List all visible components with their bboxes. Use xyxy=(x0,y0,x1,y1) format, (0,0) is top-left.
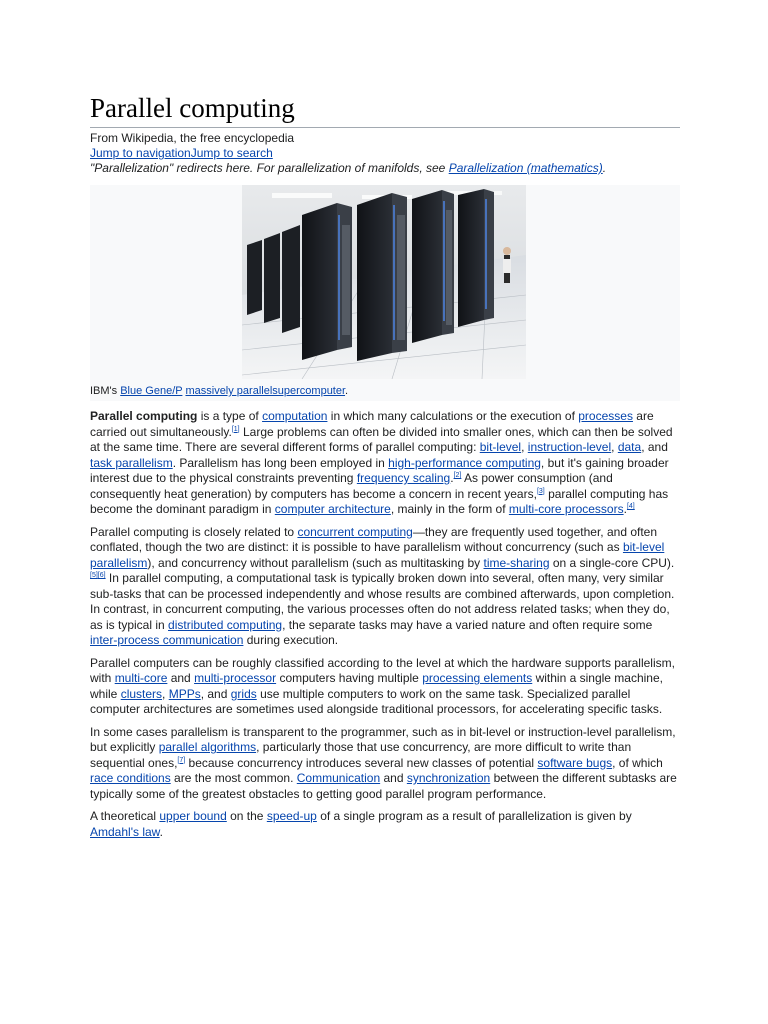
bit-level-link[interactable]: bit-level xyxy=(479,440,522,454)
text: are carried out simultaneously. xyxy=(90,409,654,439)
text: , and xyxy=(200,686,231,701)
clusters-link[interactable]: clusters xyxy=(120,686,163,701)
race-conditions-link[interactable]: race conditions xyxy=(90,771,171,785)
instruction-level-link[interactable]: instruction-level xyxy=(527,440,612,454)
computer-architecture-link[interactable]: computer architecture xyxy=(274,502,391,516)
text: use multiple computers to work on the same task. Specialized parallel computer architectures are sometimes used alongside traditional processors, for accelerating specific tasks. xyxy=(90,686,663,716)
text: In parallel computing, a computational task is typically broken down into several, often many, very similar sub-tasks that can be processed independently and whose results are combined afterwards, upon completion. In contrast, in concurrent computing, the various processes often do not address related tasks; when they do, as is typical in xyxy=(90,571,675,632)
text: , and xyxy=(641,440,668,454)
text: , xyxy=(521,440,528,454)
reference-link[interactable]: [6] xyxy=(97,572,106,579)
text: during execution. xyxy=(243,633,339,647)
processing-elements-link[interactable]: processing elements xyxy=(422,671,533,685)
text: , xyxy=(162,686,169,701)
text: . xyxy=(623,502,627,516)
synchronization-link[interactable]: synchronization xyxy=(406,771,491,785)
text: A theoretical xyxy=(90,809,160,823)
processes-link[interactable]: processes xyxy=(578,409,633,423)
data-link[interactable]: data xyxy=(617,440,642,454)
jump-links xyxy=(90,146,680,161)
frequency-scaling-link[interactable]: frequency scaling xyxy=(356,471,451,485)
paragraph-1 xyxy=(90,409,680,518)
text: because concurrency introduces several new classes of potential xyxy=(185,755,538,770)
jump-to-search-link[interactable]: Jump to search xyxy=(190,146,273,160)
text: are the most common. xyxy=(170,771,297,785)
text: Parallel computers can be roughly classified according to the level at which the hardware supports parallelism, with xyxy=(90,655,675,685)
reference-link[interactable]: [2] xyxy=(453,472,462,479)
bold-term: Parallel computing xyxy=(90,409,198,423)
reference-link[interactable]: [7] xyxy=(177,756,186,764)
distributed-computing-link[interactable]: distributed computing xyxy=(168,617,283,632)
text: , xyxy=(611,440,618,454)
reference-link[interactable]: [5] xyxy=(90,572,98,579)
blue-gene-link[interactable]: Blue Gene/P xyxy=(120,385,183,397)
paragraph-3 xyxy=(90,656,680,718)
speed-up-link[interactable]: speed-up xyxy=(266,809,317,823)
reference-1 xyxy=(232,426,240,433)
text: . Parallelism has long been employed in xyxy=(172,455,389,470)
multi-core-link[interactable]: multi-core xyxy=(114,671,168,685)
mpps-link[interactable]: MPPs xyxy=(168,686,201,701)
figure xyxy=(90,185,680,401)
concurrent-computing-link[interactable]: concurrent computing xyxy=(297,524,413,539)
text: . xyxy=(159,824,163,839)
text: Large problems can often be divided into smaller ones, which can then be solved at the same time. There are several different forms of parallel computing: xyxy=(90,424,673,454)
text: in which many calculations or the execution of xyxy=(327,409,579,423)
text: , the separate tasks may have a varied nature and often require some xyxy=(282,617,653,632)
amdahls-law-link[interactable]: Amdahl's law xyxy=(90,824,160,839)
page-title: Parallel computing xyxy=(90,90,680,128)
supercomputer-photo[interactable] xyxy=(242,185,526,379)
text: —they are frequently used together, and often conflated, though the two are distinct: it is possible to have parallelism without concurrency (such as xyxy=(90,524,658,554)
hatnote xyxy=(90,161,680,176)
multi-core-processors-link[interactable]: multi-core processors xyxy=(508,502,624,516)
multi-processor-link[interactable]: multi-processor xyxy=(194,671,277,685)
parallelization-mathematics-link[interactable]: Parallelization (mathematics) xyxy=(448,161,603,175)
text: , particularly those that use concurrency, are more difficult to write than sequential ones, xyxy=(90,740,632,770)
text: computers having multiple xyxy=(276,671,423,685)
text: between the different subtasks are typically some of the greatest obstacles to getting good parallel program performance. xyxy=(90,771,677,801)
reference-link[interactable]: [4] xyxy=(626,503,635,510)
text: , of which xyxy=(612,755,663,770)
bit-level-parallelism-link[interactable]: bit-level parallelism xyxy=(90,540,665,570)
reference-4 xyxy=(627,503,635,510)
text: parallel computing has become the dominant paradigm in xyxy=(90,486,669,516)
reference-link[interactable]: [3] xyxy=(536,487,545,495)
time-sharing-link[interactable]: time-sharing xyxy=(483,555,550,570)
text: of a single program as a result of parallelization is given by xyxy=(316,809,632,823)
article-meta xyxy=(90,131,680,161)
caption-end: . xyxy=(345,385,349,397)
caption-text: IBM's xyxy=(90,385,121,397)
parallel-algorithms-link[interactable]: parallel algorithms xyxy=(158,740,257,754)
text: and xyxy=(167,671,195,685)
hatnote-text: "Parallelization" redirects here. For parallelization of manifolds, see xyxy=(90,161,449,175)
hatnote-end: . xyxy=(602,161,607,175)
text: on a single-core CPU). xyxy=(549,555,675,570)
jump-to-navigation-link[interactable]: Jump to navigation xyxy=(90,146,191,160)
high-performance-computing-link[interactable]: high-performance computing xyxy=(388,455,541,470)
upper-bound-link[interactable]: upper bound xyxy=(159,809,227,823)
paragraph-5 xyxy=(90,809,680,840)
paragraph-2 xyxy=(90,525,680,649)
text: within a single machine, while xyxy=(90,671,663,701)
text: As power consumption (and consequently heat generation) by computers has become a concern in recent years, xyxy=(90,471,613,501)
inter-process-communication-link[interactable]: inter-process communication xyxy=(90,633,244,647)
text: . xyxy=(450,471,454,485)
reference-5 xyxy=(90,572,106,579)
task-parallelism-link[interactable]: task parallelism xyxy=(90,455,173,470)
text: ), and concurrency without parallelism (such as multitasking by xyxy=(147,555,484,570)
reference-link[interactable]: [1] xyxy=(231,425,240,433)
grids-link[interactable]: grids xyxy=(230,686,257,701)
text: , mainly in the form of xyxy=(390,502,509,516)
paragraph-4 xyxy=(90,725,680,803)
text: and xyxy=(380,771,407,785)
software-bugs-link[interactable]: software bugs xyxy=(537,755,613,770)
text: , but it's gaining broader interest due to the physical constraints preventing xyxy=(90,455,669,485)
communication-link[interactable]: Communication xyxy=(296,771,381,785)
reference-3 xyxy=(537,488,545,495)
computation-link[interactable]: computation xyxy=(262,409,328,423)
text: is a type of xyxy=(197,409,263,423)
tagline: From Wikipedia, the free encyclopedia xyxy=(90,131,295,145)
text: on the xyxy=(226,809,267,823)
text: Parallel computing is closely related to xyxy=(90,524,298,539)
article xyxy=(90,90,680,847)
massively-parallel-link[interactable]: massively parallelsupercomputer xyxy=(185,385,346,397)
figure-caption xyxy=(90,384,348,398)
text: In some cases parallelism is transparent to the programmer, such as in bit-level or instruction-level parallelism, but explicitly xyxy=(90,724,676,754)
